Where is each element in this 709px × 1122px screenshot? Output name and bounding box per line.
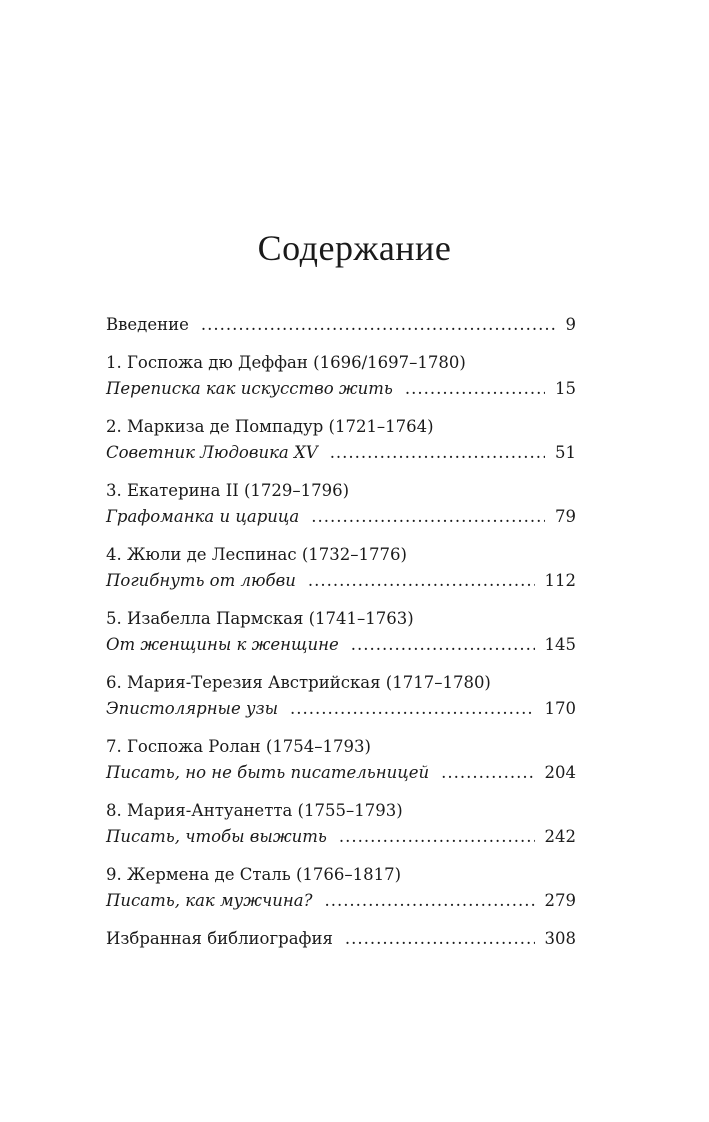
chapter-heading: 5. Изабелла Пармская (1741–1763) — [106, 609, 414, 628]
chapter-heading: 6. Мария-Терезия Австрийская (1717–1780) — [106, 673, 491, 692]
dot-leader — [405, 376, 545, 402]
dot-leader — [201, 312, 556, 338]
toc-entry-chapter-6[interactable] — [106, 670, 576, 722]
table-of-contents — [106, 312, 576, 952]
chapter-subtitle: Писать, как мужчина? — [106, 891, 313, 910]
dot-leader — [330, 440, 545, 466]
toc-page-number: 242 — [544, 827, 576, 846]
chapter-subtitle: Погибнуть от любви — [106, 571, 296, 590]
toc-entry-label: Введение — [106, 315, 189, 334]
chapter-heading: 1. Госпожа дю Деффан (1696/1697–1780) — [106, 353, 466, 372]
toc-entry-chapter-1[interactable] — [106, 350, 576, 402]
toc-entry-chapter-5[interactable] — [106, 606, 576, 658]
toc-page-number: 112 — [544, 571, 576, 590]
chapter-subtitle: Писать, чтобы выжить — [106, 827, 327, 846]
dot-leader — [324, 888, 534, 914]
dot-leader — [290, 696, 534, 722]
chapter-heading: 9. Жермена де Сталь (1766–1817) — [106, 865, 402, 884]
toc-entry-chapter-8[interactable] — [106, 798, 576, 850]
toc-page-number: 51 — [555, 443, 576, 462]
toc-entry-introduction[interactable] — [106, 312, 576, 338]
chapter-heading: 2. Маркиза де Помпадур (1721–1764) — [106, 417, 434, 436]
chapter-subtitle: Эпистолярные узы — [106, 699, 279, 718]
dot-leader — [308, 568, 535, 594]
toc-page-number: 9 — [565, 315, 576, 334]
toc-entry-bibliography[interactable] — [106, 926, 576, 952]
chapter-subtitle: Писать, но не быть писательницей — [106, 763, 430, 782]
toc-page-number: 308 — [544, 929, 576, 948]
toc-page-number: 279 — [544, 891, 576, 910]
chapter-heading: 8. Мария-Антуанетта (1755–1793) — [106, 801, 403, 820]
toc-page-number: 145 — [544, 635, 576, 654]
chapter-subtitle: Советник Людовика XV — [106, 443, 318, 462]
toc-entry-chapter-2[interactable] — [106, 414, 576, 466]
toc-page-number: 79 — [555, 507, 576, 526]
toc-page-number: 204 — [544, 763, 576, 782]
dot-leader — [339, 824, 535, 850]
toc-entry-chapter-3[interactable] — [106, 478, 576, 530]
chapter-subtitle: Графоманка и царица — [106, 507, 300, 526]
toc-page-number: 170 — [544, 699, 576, 718]
chapter-subtitle: Переписка как искусство жить — [106, 379, 393, 398]
toc-page-number: 15 — [555, 379, 576, 398]
page-title: Содержание — [257, 228, 452, 268]
dot-leader — [345, 926, 535, 952]
dot-leader — [351, 632, 535, 658]
chapter-subtitle: От женщины к женщине — [106, 635, 339, 654]
toc-entry-chapter-4[interactable] — [106, 542, 576, 594]
toc-entry-chapter-7[interactable] — [106, 734, 576, 786]
chapter-heading: 3. Екатерина II (1729–1796) — [106, 481, 350, 500]
dot-leader — [441, 760, 534, 786]
toc-entry-chapter-9[interactable] — [106, 862, 576, 914]
dot-leader — [311, 504, 545, 530]
chapter-heading: 4. Жюли де Леспинас (1732–1776) — [106, 545, 407, 564]
chapter-heading: 7. Госпожа Ролан (1754–1793) — [106, 737, 371, 756]
toc-entry-label: Избранная библиография — [106, 929, 333, 948]
